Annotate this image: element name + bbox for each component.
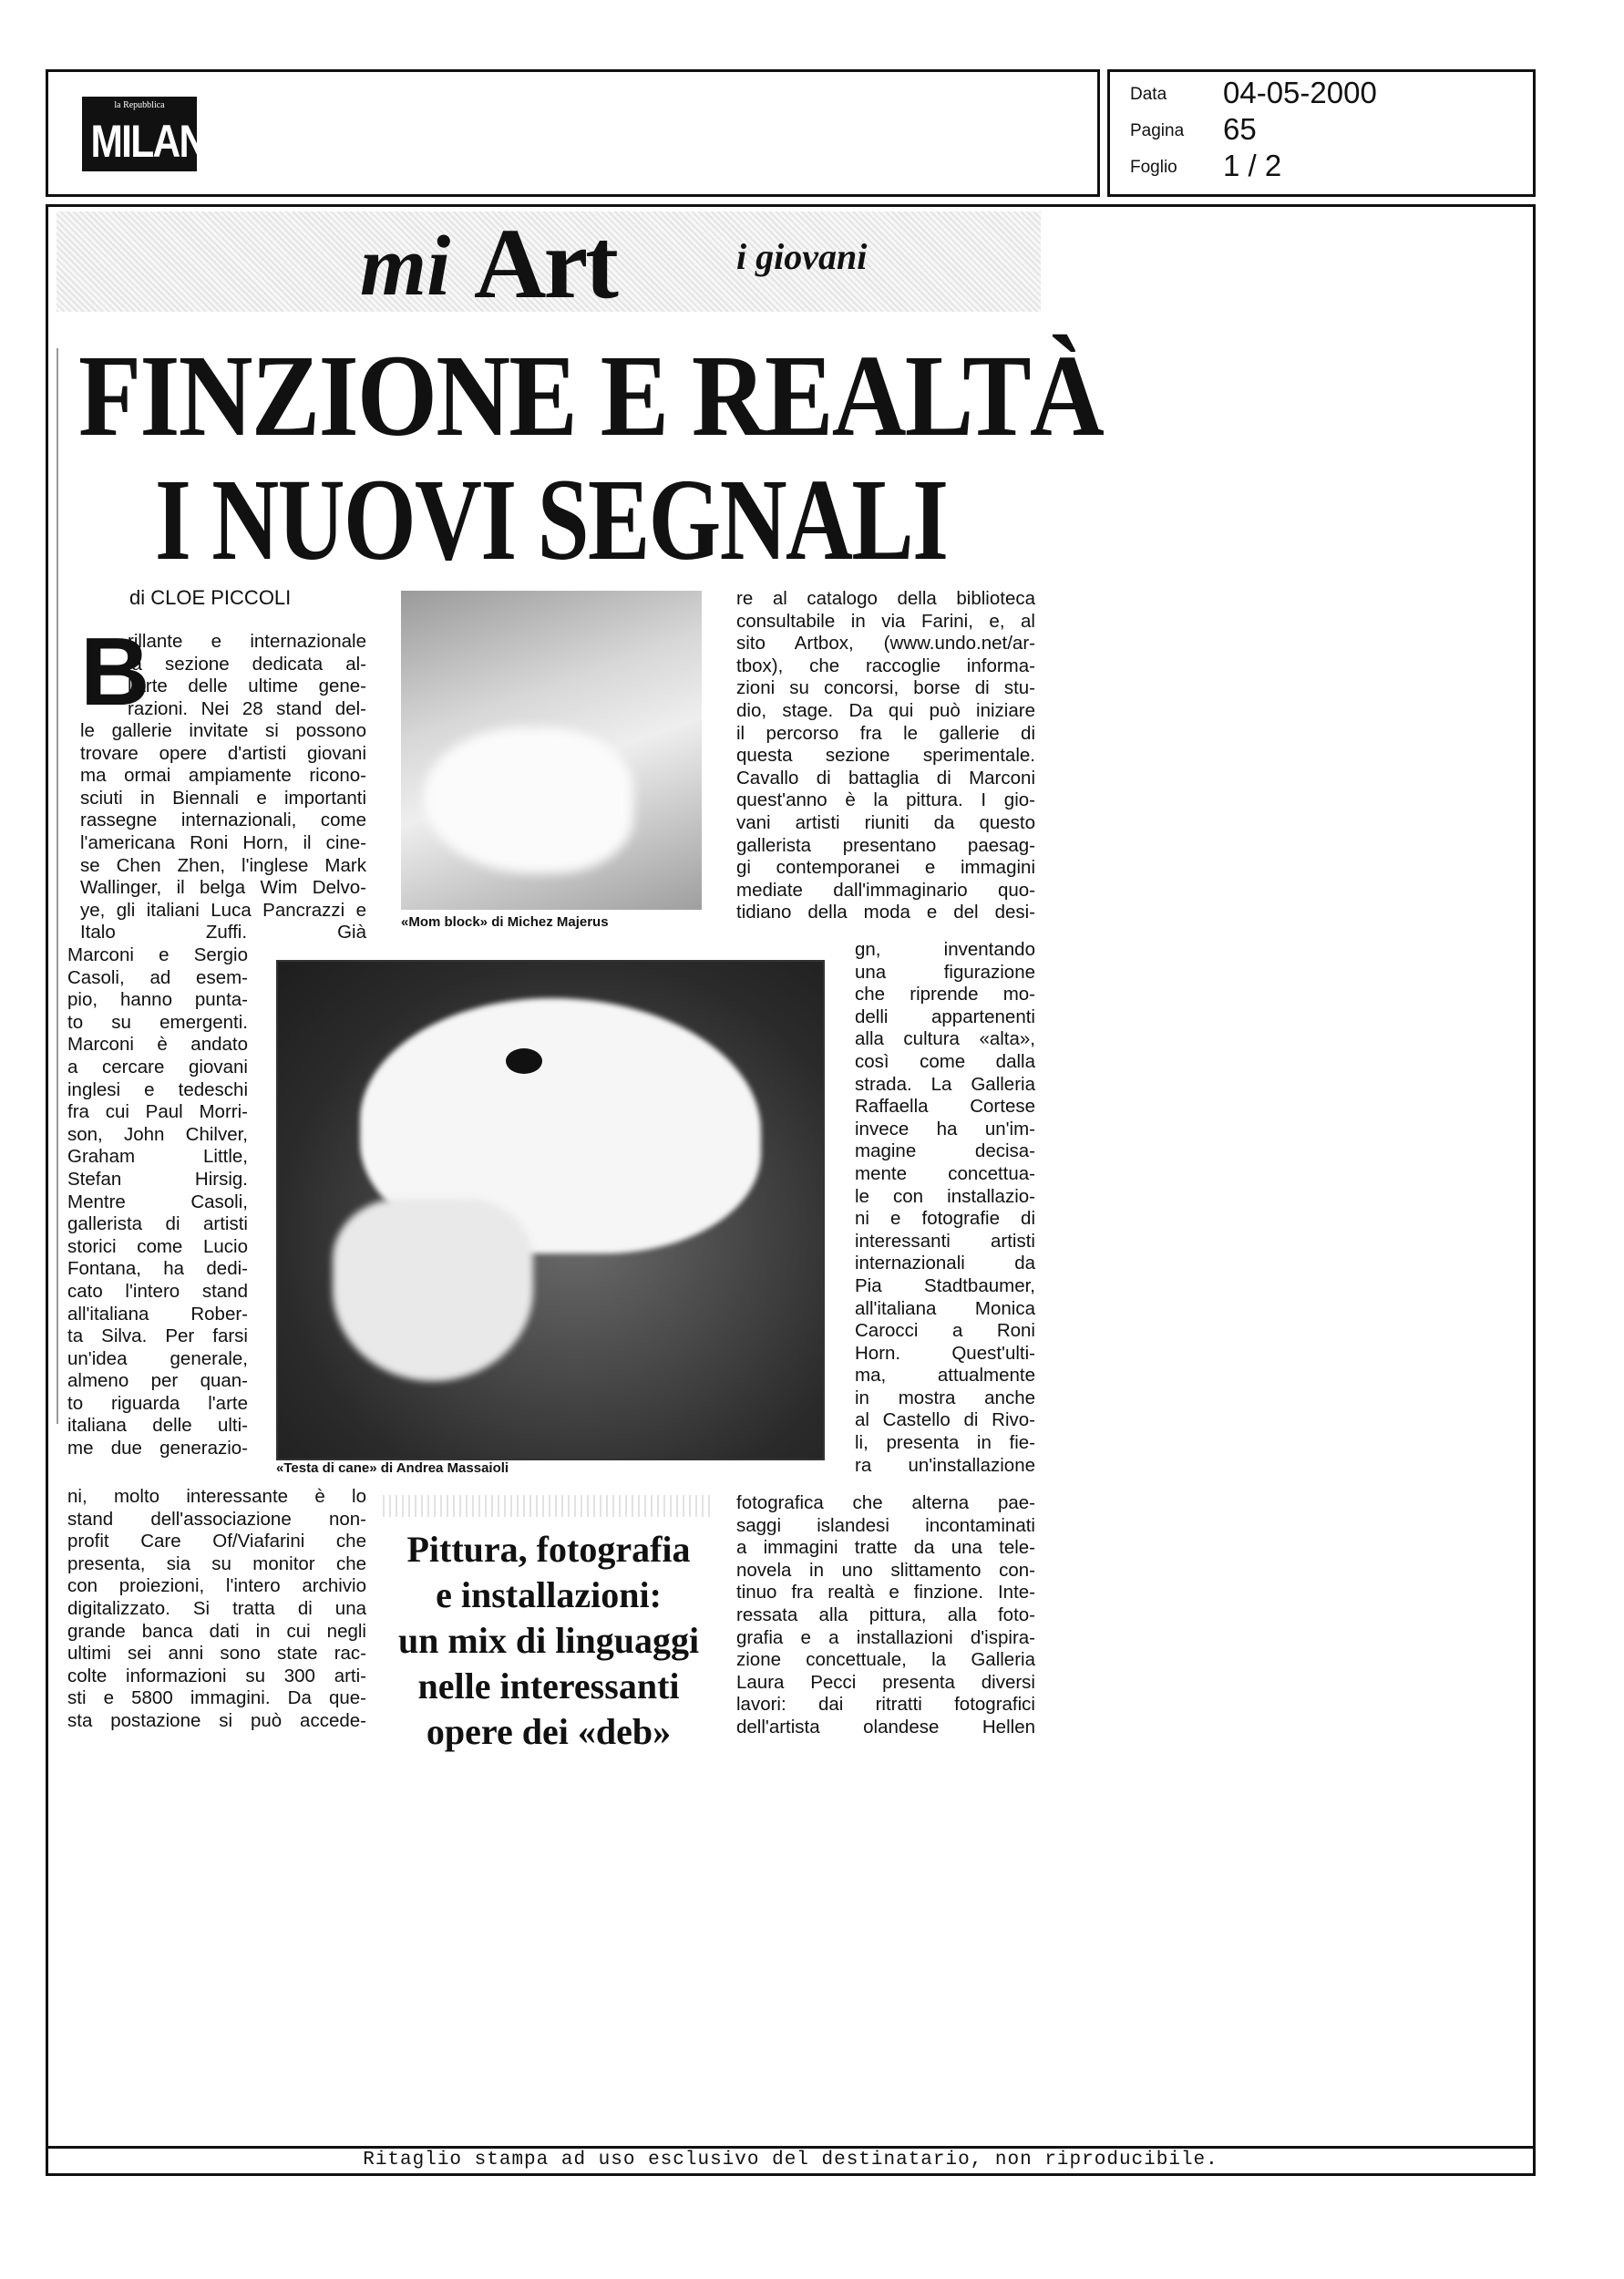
col1-rest-block [80,720,366,944]
text-line: dio, stage. Da qui può iniziare [736,699,1035,721]
text-line: magine decisa- [855,1140,1035,1162]
text-line: Laura Pecci presenta diversi [736,1671,1035,1693]
text-line: Cavallo di battaglia di Marconi [736,767,1035,789]
text-line: rillante e internazionale [128,631,366,652]
text-line: to su emergenti. [67,1011,248,1033]
photo-mom-block [401,591,702,910]
meta-sheet-value: 1 / 2 [1223,149,1282,182]
text-line: ressata alla pittura, alla foto- [736,1604,1035,1625]
text-line: che riprende mo- [855,984,1035,1005]
text-line: fra cui Paul Morri- [67,1101,248,1123]
text-line: grafia e a installazioni d'ispira- [736,1626,1035,1648]
text-line: grande banca dati in cui negli [67,1620,366,1642]
text-line: Mentre Casoli, [67,1191,248,1212]
text-line: colte informazioni su 300 arti- [67,1665,366,1686]
text-line: saggi islandesi incontaminati [736,1514,1035,1536]
text-line: sciuti in Biennali e importanti [80,787,366,809]
text-line: Pia Stadtbaumer, [855,1274,1035,1296]
text-line: presenta, sia su monitor che [67,1552,366,1574]
text-line: il percorso fra le gallerie di [736,722,1035,744]
text-line: lavori: dai ritratti fotografici [736,1694,1035,1716]
text-line: tbox), che raccoglie informa- [736,655,1035,676]
text-line: la sezione dedicata al- [128,653,366,675]
subhead-line: opere dei «deb» [426,1711,672,1752]
col1-bottom-block [67,1486,366,1733]
text-line: ta Silva. Per farsi [67,1325,248,1347]
text-line: Carocci a Roni [855,1320,1035,1342]
text-line: tidiano della moda e del desi- [736,902,1035,923]
text-line: interessanti artisti [855,1230,1035,1252]
text-line: a cercare giovani [67,1056,248,1078]
text-line: Stefan Hirsig. [67,1168,248,1190]
text-line: Horn. Quest'ulti- [855,1342,1035,1364]
text-line: consultabile in via Farini, e, al [736,610,1035,632]
text-line: una figurazione [855,961,1035,983]
text-line: tinuo fra realtà e finzione. Inte- [736,1582,1035,1604]
col1-narrow-block [67,944,248,1460]
newspaper-logo [82,97,234,171]
text-line: Raffaella Cortese [855,1096,1035,1118]
text-line: sta postazione si può accede- [67,1709,366,1731]
text-line: sito Artbox, (www.undo.net/ar- [736,633,1035,655]
meta-sheet-label: Foglio [1130,158,1177,177]
text-line: rassegne internazionali, come [80,810,366,831]
text-line: razioni. Nei 28 stand del- [128,697,366,719]
text-line: Graham Little, [67,1146,248,1168]
text-line: ultimi sei anni sono state rac- [67,1643,366,1665]
text-line: se Chen Zhen, l'inglese Mark [80,854,366,876]
masthead-mi: mi [360,219,451,314]
subhead [375,1527,722,1755]
text-line: digitalizzato. Si tratta di una [67,1597,366,1619]
text-line: in mostra anche [855,1387,1035,1408]
photo-testa-di-cane [276,960,825,1460]
text-line: dell'artista olandese Hellen [736,1716,1035,1738]
text-line: Fontana, ha dedi- [67,1258,248,1280]
text-line: internazionali da [855,1253,1035,1274]
text-line: storici come Lucio [67,1235,248,1257]
text-line: ma ormai ampiamente ricono- [80,765,366,787]
footer-notice: Ritaglio stampa ad uso esclusivo del destinatario, non riproducibile. [363,2150,1218,2171]
text-line: mediate dall'immaginario quo- [736,879,1035,901]
text-line: Wallinger, il belga Wim Delvo- [80,877,366,899]
text-line: gallerista di artisti [67,1213,248,1235]
subhead-line: e installazioni: [436,1574,662,1615]
subhead-line: Pittura, fotografia [406,1529,691,1570]
text-line: italiana delle ulti- [67,1415,248,1437]
text-line: zione concettuale, la Galleria [736,1649,1035,1671]
text-line: cato l'intero stand [67,1280,248,1302]
text-line: mente concettua- [855,1162,1035,1184]
text-line: almeno per quan- [67,1370,248,1392]
text-line: Italo Zuffi. Già [80,922,366,944]
col3-narrow-block [855,939,1035,1477]
col1-top-block [128,631,366,720]
text-line: all'italiana Rober- [67,1303,248,1325]
text-line: al Castello di Rivo- [855,1409,1035,1431]
text-line: questa sezione sperimentale. [736,745,1035,767]
text-line: un'idea generale, [67,1347,248,1369]
col3-top-block [736,588,1035,924]
text-line: ma, attualmente [855,1365,1035,1387]
text-line: sti e 5800 immagini. Da que- [67,1687,366,1709]
byline: di CLOE PICCOLI [129,586,292,609]
text-line: son, John Chilver, [67,1123,248,1145]
text-line: delli appartenenti [855,1005,1035,1027]
text-line: gn, inventando [855,939,1035,960]
text-line: li, presenta in fie- [855,1432,1035,1454]
masthead-art: Art [474,208,616,319]
text-line: re al catalogo della biblioteca [736,588,1035,609]
text-line: l'arte delle ultime gene- [128,675,366,697]
header-meta-frame [1107,69,1536,197]
text-line: ni e fotografie di [855,1208,1035,1230]
headline-line-1: FINZIONE E REALTÀ [78,331,1104,460]
text-line: le con installazio- [855,1185,1035,1207]
text-line: me due generazio- [67,1438,248,1459]
text-line: novela in uno slittamento con- [736,1559,1035,1581]
text-line: ra un'installazione [855,1454,1035,1476]
text-line: ni, molto interessante è lo [67,1486,366,1507]
text-line: invece ha un'im- [855,1118,1035,1140]
text-line: gallerista presentano paesag- [736,834,1035,856]
subhead-line: nelle interessanti [417,1665,680,1707]
meta-date-label: Data [1130,85,1167,104]
meta-page-label: Pagina [1130,121,1185,140]
text-line: inglesi e tedeschi [67,1078,248,1100]
left-rule [57,348,58,1424]
text-line: l'americana Roni Horn, il cine- [80,831,366,853]
logo-big-text: MILANO [90,116,234,167]
text-line: strada. La Galleria [855,1073,1035,1095]
text-line: quest'anno è la pittura. I gio- [736,789,1035,811]
meta-page-value: 65 [1223,112,1257,146]
text-line: gi contemporanei e immagini [736,857,1035,879]
text-line: Marconi è andato [67,1034,248,1056]
text-line: alla cultura «alta», [855,1028,1035,1050]
drop-cap: B [80,618,150,726]
text-line: pio, hanno punta- [67,989,248,1011]
text-line: Casoli, ad esem- [67,966,248,988]
text-line: zioni su concorsi, borse di stu- [736,677,1035,699]
text-line: to riguarda l'arte [67,1392,248,1414]
footer-rule [46,2146,1536,2149]
text-line: stand dell'associazione non- [67,1508,366,1530]
text-line: a immagini tratte da una tele- [736,1537,1035,1559]
subhead-decoration [383,1495,711,1517]
text-line: le gallerie invitate si possono [80,720,366,741]
text-line: trovare opere d'artisti giovani [80,742,366,764]
meta-date-value: 04-05-2000 [1223,76,1377,109]
col3-bottom-block [736,1492,1035,1739]
text-line: fotografica che alterna pae- [736,1492,1035,1513]
text-line: profit Care Of/Viafarini che [67,1531,366,1552]
text-line: con proiezioni, l'intero archivio [67,1575,366,1597]
subhead-line: un mix di linguaggi [397,1620,700,1661]
text-line: all'italiana Monica [855,1297,1035,1319]
text-line: ye, gli italiani Luca Pancrazzi e [80,899,366,921]
text-line: Marconi e Sergio [67,944,248,965]
headline-line-2: I NUOVI SEGNALI [155,455,948,584]
caption-photo-2: «Testa di cane» di Andrea Massaioli [276,1460,509,1476]
logo-small-text: la Repubblica [114,100,165,110]
masthead-giovani: i giovani [736,236,868,277]
text-line: vani artisti riuniti da questo [736,811,1035,833]
text-line: così come dalla [855,1050,1035,1072]
caption-photo-1: «Mom block» di Michez Majerus [401,914,609,930]
